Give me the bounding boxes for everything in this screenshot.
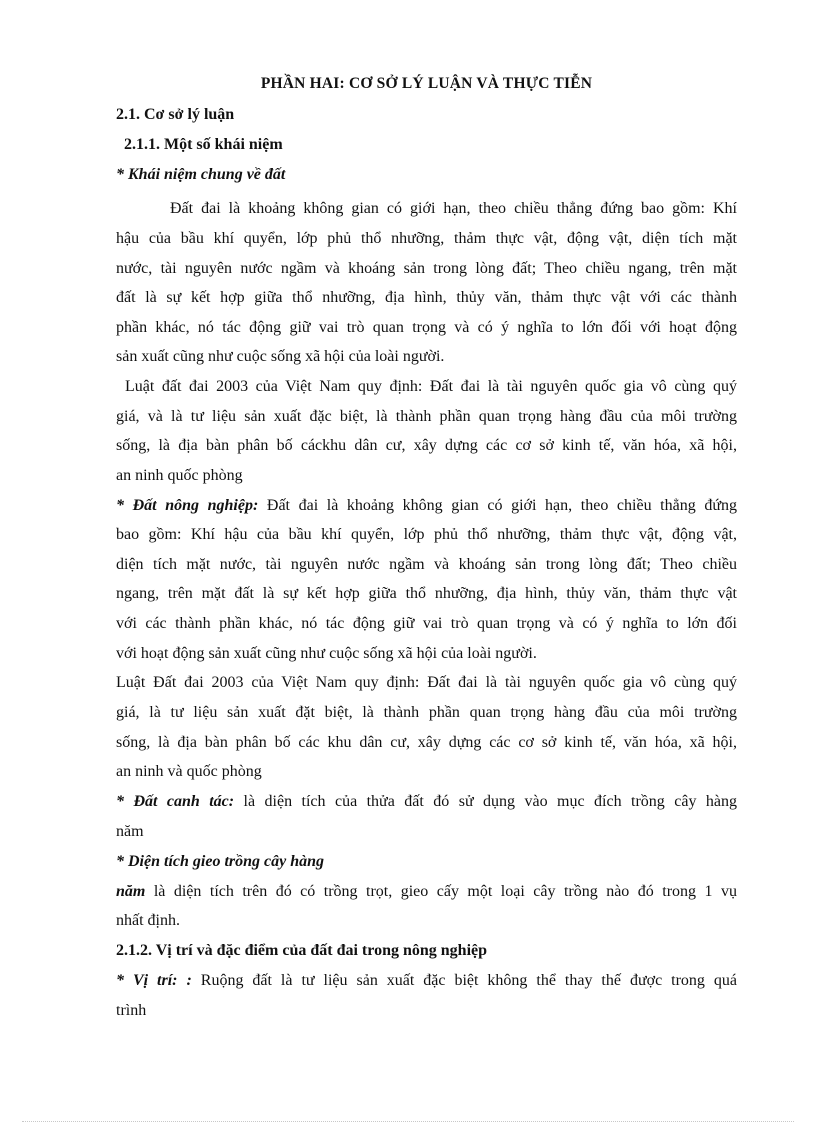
paragraph-line: bao gồm: Khí hậu của bầu khí quyển, lớp phủ thổ nhưỡng, thảm thực vật, động vật, [116,526,737,543]
subheading-dien-tich-gieo-trong: * Diện tích gieo trồng cây hàng [116,853,325,870]
paragraph-line: sản xuất cũng như cuộc sống xã hội của loài người. [116,348,445,365]
paragraph-line: với hoạt động sản xuất cũng như cuộc sống xã hội của loài người. [116,645,537,662]
paragraph-line: sống, là địa bàn phân bố các khu dân cư, xây dựng các cơ sở kinh tế, văn hóa, xã hội, [116,734,737,751]
term-definition: Ruộng đất là tư liệu sản xuất đặc biệt không thể thay thế được trong quá [191,972,737,989]
term-dat-canh-tac: * Đất canh tác: [116,793,235,810]
paragraph-line: giá, và là tư liệu sản xuất đặc biệt, là thành phần quan trọng hàng đầu của môi trường [116,408,737,425]
paragraph-line: Luật đất đai 2003 của Việt Nam quy định: Đất đai là tài nguyên quốc gia vô cùng quý [125,378,737,395]
page-title: PHẦN HAI: CƠ SỞ LÝ LUẬN VÀ THỰC TIỄN [260,75,593,92]
paragraph-line: trình [116,1002,147,1019]
paragraph-line: sống, là địa bàn phân bố cáckhu dân cư, xây dựng các cơ sở kinh tế, văn hóa, xã hội, [116,437,737,454]
paragraph-line [116,882,737,902]
paragraph-line: giá, là tư liệu sản xuất đặt biệt, là thành phần quan trọng hàng đầu của môi trường [116,704,737,721]
subheading-khai-niem-chung: * Khái niệm chung về đất [116,166,286,183]
paragraph-line: năm [116,823,144,840]
term-definition: Đất đai là khoảng không gian có giới hạn, theo chiều thẳng đứng [258,497,738,514]
paragraph-line: đất là sự kết hợp giữa thổ nhưỡng, địa hình, thủy văn, thảm thực vật với các thành [116,289,737,306]
term-nam: năm [116,883,146,900]
paragraph-line: diện tích mặt nước, tài nguyên nước ngầm và khoáng sản trong lòng đất; Theo chiều [116,556,737,573]
paragraph-line: an ninh quốc phòng [116,467,243,484]
paragraph-line: phần khác, nó tác động giữ vai trò quan trọng và có ý nghĩa to lớn đối với hoạt động [116,319,737,336]
term-definition: là diện tích trên đó có trồng trọt, gieo cấy một loại cây trồng nào đó trong 1 vụ [145,883,737,900]
paragraph-line: an ninh và quốc phòng [116,763,262,780]
paragraph-line: Đất đai là khoảng không gian có giới hạn, theo chiều thẳng đứng bao gồm: Khí [170,200,737,217]
paragraph-line [116,971,737,991]
paragraph-line [116,792,737,812]
paragraph-line: hậu của bầu khí quyển, lớp phủ thổ nhưỡng, thảm thực vật, động vật, diện tích mặt [116,230,737,247]
section-heading-2-1-1: 2.1.1. Một số khái niệm [124,136,283,153]
term-vi-tri: * Vị trí: : [116,972,192,989]
term-definition: là diện tích của thửa đất đó sử dụng vào mục đích trồng cây hàng [234,793,737,810]
page-bottom-rule [22,1121,794,1122]
paragraph-line: Luật Đất đai 2003 của Việt Nam quy định: Đất đai là tài nguyên quốc gia vô cùng quý [116,674,737,691]
paragraph-line: ngang, trên mặt đất là sự kết hợp giữa thổ nhưỡng, địa hình, thủy văn, thảm thực vật [116,585,737,602]
paragraph-line: với các thành phần khác, nó tác động giữ vai trò quan trọng và có ý nghĩa to lớn đối [116,615,737,632]
section-heading-2-1: 2.1. Cơ sở lý luận [116,106,235,123]
paragraph-line: nước, tài nguyên nước ngầm và khoáng sản trong lòng đất; Theo chiều ngang, trên mặt [116,260,737,277]
term-dat-nong-nghiep: * Đất nông nghiệp: [116,497,259,514]
paragraph-line: nhất định. [116,912,180,929]
paragraph-line [116,496,737,516]
section-heading-2-1-2: 2.1.2. Vị trí và đặc điểm của đất đai trong nông nghiệp [116,942,488,959]
